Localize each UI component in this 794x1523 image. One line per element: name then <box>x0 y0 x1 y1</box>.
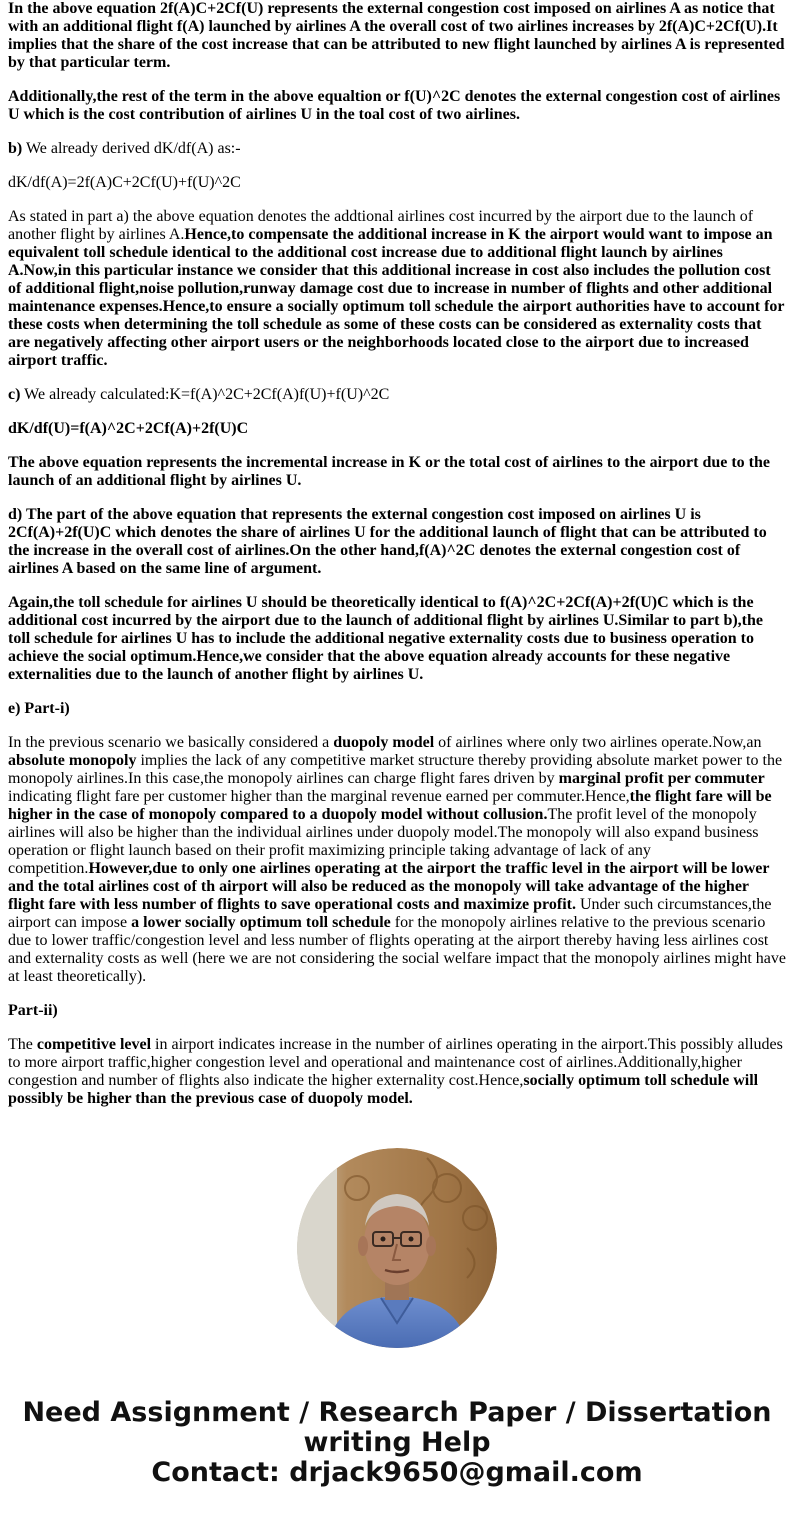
para-c-intro <box>8 386 786 404</box>
text-segment: the flight fare will be higher in the case of monopoly compared to a duopoly model without collusion. <box>8 788 772 823</box>
para-c-equation <box>8 420 786 438</box>
text-segment: However,due to only one airlines operating at the airport the traffic level in the airport will be lower and the total airlines cost of th airport will also be reduced as the monopoly will take advantage of the higher flight fare with less number of flights to save operational costs and maximize profit. <box>8 860 770 913</box>
text-segment: competitive level <box>36 1036 152 1053</box>
text-segment: socially optimum toll schedule will possibly be higher than the previous case of duopoly model. <box>8 1072 759 1107</box>
text-segment: The above equation represents the incremental increase in K or the total cost of airlines to the airport due to the launch of an additional flight by airlines U. <box>8 454 770 489</box>
tutor-avatar <box>297 1148 497 1348</box>
para-e-heading <box>8 700 786 718</box>
text-segment: The profit level of the monopoly airlines will also be higher than the individual airlines under duopoly model.The monopoly will also expand business operation or flight launch based on their profit maximizing principle taking advantage of lack of any competition. <box>8 806 759 877</box>
text-segment: Again,the toll schedule for airlines U should be theoretically identical to f(A)^2C+2Cf(A)+2f(U)C which is the additional cost incurred by the airport due to the launch of additional flight by airlines U.Similar to part b),the toll schedule for airlines U has to include the additional negative externality costs due to business operation to achieve the social optimum.Hence,we consider that the above equation already accounts for these negative externalities due to the launch of another flight by airlines U. <box>8 594 764 683</box>
text-segment: Hence,to compensate the additional increase in K the airport would want to impose an equivalent toll schedule identical to the additional cost increase due to additional flight launch by airlines A.Now,in this particular instance we consider that this additional increase in cost also includes the pollution cost of additional flight,noise pollution,runway damage cost due to increase in number of flights and other additional maintenance expenses.Hence,to ensure a socially optimum toll schedule the airport authorities have to account for these costs when determining the toll schedule as some of these costs can be considered as externality costs that are negatively affecting other airport users or the neighborhoods located close to the airport due to increased airport traffic. <box>8 226 785 369</box>
promo-banner <box>0 1398 794 1488</box>
avatar-container <box>0 1148 794 1348</box>
para-d-explanation <box>8 506 786 578</box>
para-part-ii-heading <box>8 1002 786 1020</box>
para-e-part-i <box>8 734 786 986</box>
promo-help-text: Need Assignment / Research Paper / Dissertation writing Help <box>22 1397 772 1458</box>
text-segment: In the above equation 2f(A)C+2Cf(U) represents the external congestion cost imposed on airlines A as notice that with an additional flight f(A) launched by airlines A the overall cost of two airlines increases by 2f(A)C+2Cf(U).It implies that the share of the cost increase that can be attributed to new flight launched by airlines A is represented by that particular term. <box>8 0 785 71</box>
text-segment: a lower socially optimum toll schedule <box>131 914 391 931</box>
para-a-explanation <box>8 0 786 72</box>
para-a-additional <box>8 88 786 124</box>
text-segment: d) The part of the above equation that represents the external congestion cost imposed on airlines U is 2Cf(A)+2f(U)C which denotes the share of airlines U for the additional launch of flight that can be attributed to the increase in the overall cost of airlines.On the other hand,f(A)^2C denotes the external congestion cost of airlines A based on the same line of argument. <box>8 506 767 577</box>
text-segment: Under such circumstances,the airport can impose <box>8 896 772 931</box>
text-segment: dK/df(U)=f(A)^2C+2Cf(A)+2f(U)C <box>8 420 249 437</box>
text-segment: e) Part-i) <box>8 700 70 717</box>
para-d-toll <box>8 594 786 684</box>
text-segment: indicating flight fare per customer higher than the marginal revenue earned per commuter.Hence, <box>8 788 630 805</box>
text-segment: absolute monopoly <box>8 752 137 769</box>
para-b-explanation <box>8 208 786 370</box>
para-c-explanation <box>8 454 786 490</box>
text-segment: for the monopoly airlines relative to the previous scenario due to lower traffic/congestion level and less number of flights operating at the airport thereby having less airlines cost and externality costs as well (here we are not considering the social welfare impact that the monopoly airlines might have at least theoretically). <box>8 914 786 985</box>
text-segment: dK/df(A)=2f(A)C+2Cf(U)+f(U)^2C <box>8 174 241 191</box>
text-segment: In the previous scenario we basically considered a <box>8 734 334 751</box>
text-segment: Part-ii) <box>8 1002 58 1019</box>
text-segment: Additionally,the rest of the term in the above equaltion or f(U)^2C denotes the external congestion cost of airlines U which is the cost contribution of airlines U in the toal cost of two airlines. <box>8 88 781 123</box>
text-segment: marginal profit per commuter <box>558 770 765 787</box>
text-segment: implies the lack of any competitive market structure thereby providing absolute market power to the monopoly airlines.In this case,the monopoly airlines can charge flight fares driven by <box>8 752 783 787</box>
text-segment: duopoly model <box>333 734 435 751</box>
wall-panel <box>297 1148 337 1348</box>
promo-contact-text: Contact: drjack9650@gmail.com <box>151 1457 643 1488</box>
text-segment: As stated in part a) the above equation denotes the addtional airlines cost incurred by the airport due to the launch of another flight by airlines A. <box>8 208 754 243</box>
text-segment: We already calculated:K=f(A)^2C+2Cf(A)f(U)+f(U)^2C <box>20 386 390 403</box>
text-segment: c) <box>8 386 21 403</box>
text-segment: We already derived dK/df(A) as:- <box>22 140 241 157</box>
text-segment: of airlines where only two airlines operate.Now,an <box>434 734 762 751</box>
text-segment: b) <box>8 140 23 157</box>
para-part-ii <box>8 1036 786 1108</box>
para-b-intro <box>8 140 786 158</box>
text-segment: The <box>8 1036 37 1053</box>
text-segment: in airport indicates increase in the number of airlines operating in the airport.This possibly alludes to more airport traffic,higher congestion level and operational and maintenance cost of airlines.Additionally,higher congestion and number of flights also indicate the higher externality cost.Hence, <box>8 1036 783 1089</box>
para-b-equation <box>8 174 786 192</box>
